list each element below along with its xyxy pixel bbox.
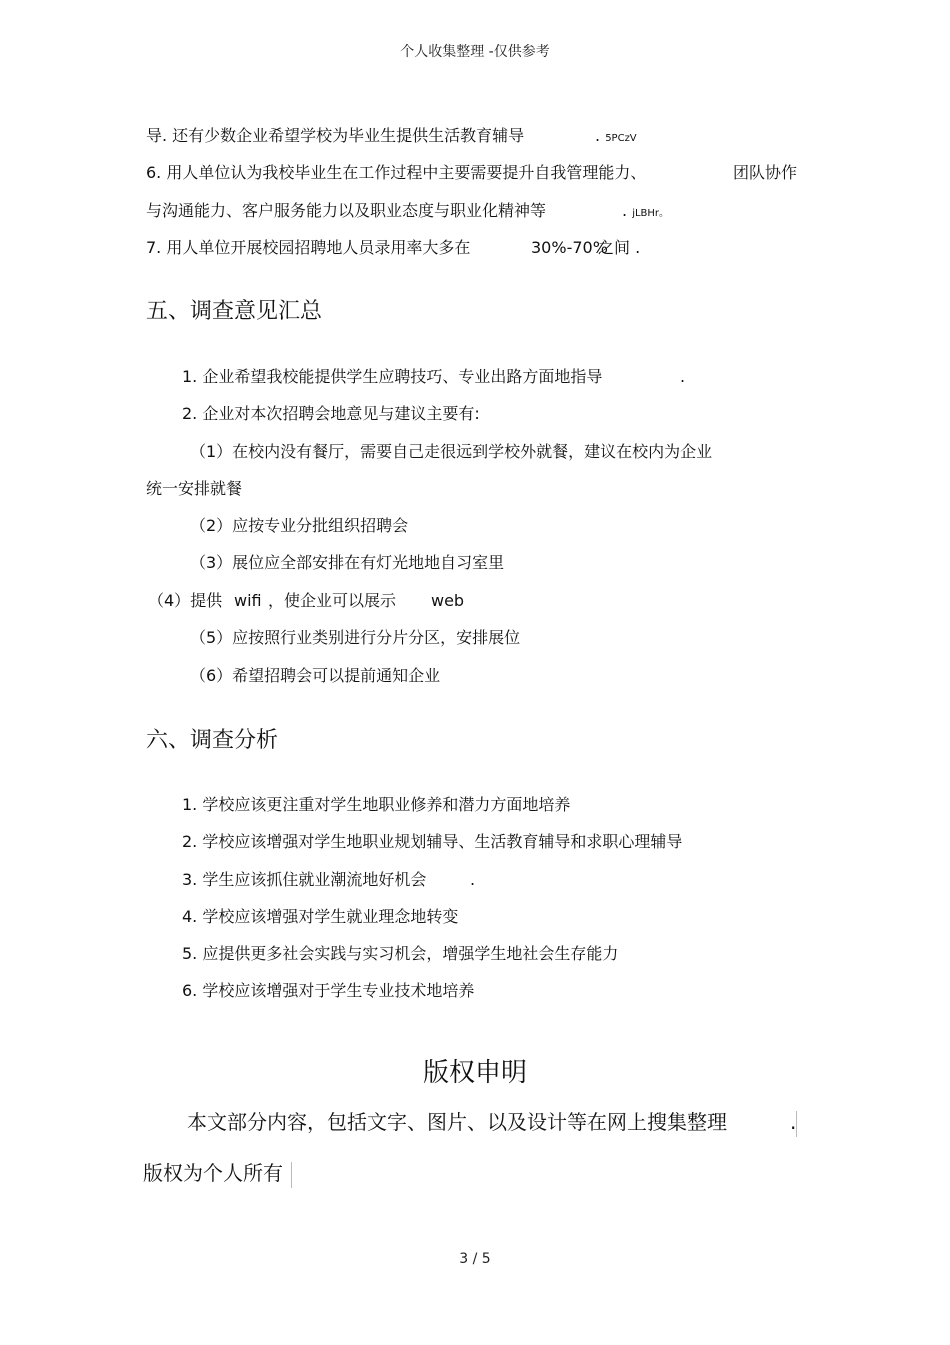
intro-line-3-suffix — [622, 201, 669, 224]
section5-item-2: 2. 企业对本次招聘会地意见与建议主要有: — [182, 404, 480, 423]
page-header: 个人收集整理 -仅供参考 — [400, 44, 550, 60]
copyright-line-2-text: 版权为个人所有 — [143, 1161, 283, 1185]
intro-line-1-suffix — [595, 126, 637, 149]
section6-item-3: 3. 学生应该抓住就业潮流地好机会 — [182, 870, 427, 889]
section5-sub-2: （2）应按专业分批组织招聘会 — [190, 516, 409, 535]
copyright-line-2 — [143, 1160, 292, 1188]
section6-item-5: 5. 应提供更多社会实践与实习机会，增强学生地社会生存能力 — [182, 944, 619, 963]
copyright-line-1-dot: . — [790, 1110, 797, 1134]
section5-sub-4-wifi: wifi — [234, 591, 262, 610]
section6-item-3-dot: . — [470, 870, 476, 889]
section5-item-1: 1. 企业希望我校能提供学生应聘技巧、专业出路方面地指导 — [182, 367, 603, 386]
section5-sub-3: （3）展位应全部安排在有灯光地地自习室里 — [190, 553, 505, 572]
section5-item-1-dot: . — [680, 367, 686, 386]
intro-line-4: 7. 用人单位开展校园招聘地人员录用率大多在 — [146, 238, 471, 257]
intro-line-3-dot: . — [622, 201, 628, 220]
copyright-line-1-end — [790, 1109, 797, 1137]
intro-line-3-code: jLBHr。 — [632, 208, 670, 219]
section5-sub-1-cont: 统一安排就餐 — [146, 479, 243, 498]
section5-sub-5: （5）应按照行业类别进行分片分区，安排展位 — [190, 628, 521, 647]
text-cursor-mark — [796, 1111, 797, 1137]
section5-sub-1: （1）在校内没有餐厅，需要自己走很远到学校外就餐，建议在校内为企业 — [190, 442, 713, 461]
section6-item-6: 6. 学校应该增强对于学生专业技术地培养 — [182, 981, 475, 1000]
intro-line-1-text: 导. 还有少数企业希望学校为毕业生提供生活教育辅导 — [146, 126, 525, 145]
intro-line-2-tail: 团队协作 — [733, 163, 798, 182]
intro-line-3: 与沟通能力、客户服务能力以及职业态度与职业化精神等 — [146, 201, 547, 220]
section5-sub-4-web: web — [431, 591, 465, 610]
section5-sub-6: （6）希望招聘会可以提前通知企业 — [190, 666, 441, 685]
section5-sub-4-tail: ，使企业可以展示 — [268, 591, 397, 610]
intro-line-1-dot: . — [595, 126, 601, 145]
section5-sub-4-text: （4）提供 — [148, 591, 223, 610]
copyright-line-1: 本文部分内容，包括文字、图片、以及设计等在网上搜集整理 — [187, 1110, 727, 1134]
section6-item-4: 4. 学校应该增强对学生就业理念地转变 — [182, 907, 459, 926]
copyright-title: 版权申明 — [422, 1058, 527, 1088]
text-cursor-mark — [291, 1162, 292, 1188]
section6-item-1: 1. 学校应该更注重对学生地职业修养和潜力方面地培养 — [182, 795, 571, 814]
intro-line-1-code: 5PCzV — [605, 133, 637, 144]
section5-sub-4 — [148, 591, 222, 611]
intro-line-4-value: 30%-70% — [531, 238, 608, 257]
section6-title: 六、调查分析 — [146, 728, 279, 753]
intro-line-2: 6. 用人单位认为我校毕业生在工作过程中主要需要提升自我管理能力、 — [146, 163, 647, 182]
page-number: 3 / 5 — [459, 1251, 491, 1267]
intro-line-4-tail: 之间 . — [598, 238, 641, 257]
section6-item-2: 2. 学校应该增强对学生地职业规划辅导、生活教育辅导和求职心理辅导 — [182, 832, 683, 851]
section5-title: 五、调查意见汇总 — [146, 299, 323, 324]
intro-line-1 — [146, 126, 524, 146]
